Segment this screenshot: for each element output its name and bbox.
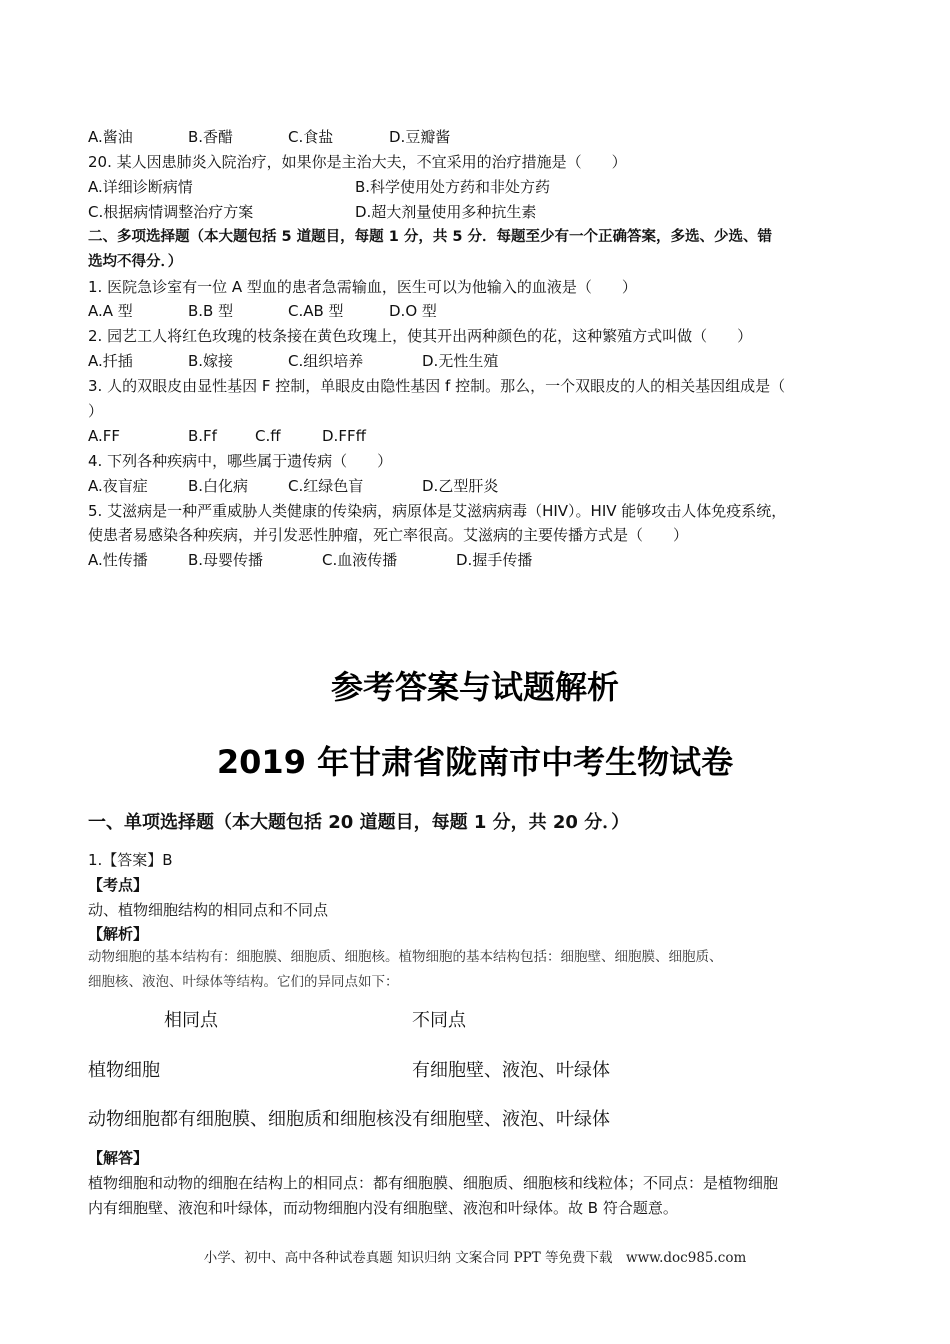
jiexi-text-cont: 细胞核、液泡、叶绿体等结构。它们的异同点如下： (88, 974, 399, 990)
s2-q4-option-b: B.白化病 (188, 477, 249, 495)
exam-title: 2019 年甘肃省陇南市中考生物试卷 (216, 743, 734, 781)
section2-heading-cont: 选均不得分．） (88, 254, 183, 270)
s2-q4-option-d: D.乙型肝炎 (422, 477, 499, 495)
table-col-same: 相同点 (164, 1010, 218, 1031)
jieda-text-cont: 内有细胞壁、液泡和叶绿体，而动物细胞内没有细胞壁、液泡和叶绿体。故 B 符合题意。 (88, 1199, 678, 1217)
footer: 小学、初中、高中各种试卷真题 知识归纳 文案合同 PPT 等免费下载 www.doc985.com (203, 1250, 747, 1266)
s2-q2-option-c: C.组织培养 (288, 352, 364, 370)
s2-q1-stem: 1. 医院急诊室有一位 A 型血的患者急需输血，医生可以为他输入的血液是（ ） (88, 278, 637, 296)
s2-q2-option-b: B.嫁接 (188, 352, 234, 370)
s2-q5-option-c: C.血液传播 (322, 551, 398, 569)
s2-q3-option-a: A.FF (88, 427, 121, 445)
s2-q5-option-a: A.性传播 (88, 551, 148, 569)
table-col-diff: 不同点 (412, 1010, 466, 1031)
q20-stem: 20. 某人因患肺炎入院治疗，如果你是主治大夫，不宜采用的治疗措施是（ ） (88, 153, 627, 171)
answers-title: 参考答案与试题解析 (330, 668, 619, 706)
s2-q3-option-d: D.FFff (322, 427, 366, 445)
s2-q2-stem: 2. 园艺工人将红色玫瑰的枝条接在黄色玫瑰上，使其开出两种颜色的花，这种繁殖方式叫做（ ） (88, 327, 753, 345)
jieda-text: 植物细胞和动物的细胞在结构上的相同点：都有细胞膜、细胞质、细胞核和线粒体；不同点：是植物细胞 (88, 1174, 779, 1192)
s2-q3-stem-cont: ） (88, 402, 104, 420)
s2-q3-option-c: C.ff (255, 427, 281, 445)
q19-option-d: D.豆瓣酱 (389, 128, 451, 146)
q19-option-a: A.酱油 (88, 128, 133, 146)
table-plant-label: 植物细胞 (88, 1060, 160, 1081)
s2-q4-option-c: C.红绿色盲 (288, 477, 364, 495)
s2-q5-stem: 5. 艾滋病是一种严重威胁人类健康的传染病，病原体是艾滋病病毒（HIV）。HIV 能够攻击人体免疫系统， (88, 502, 787, 520)
kaodian-label: 【考点】 (88, 876, 149, 894)
s2-q4-stem: 4. 下列各种疾病中，哪些属于遗传病（ ） (88, 452, 393, 470)
table-animal-row: 动物细胞都有细胞膜、细胞质和细胞核没有细胞壁、液泡、叶绿体 (88, 1109, 610, 1130)
answer1-label: 1.【答案】B (88, 851, 173, 869)
s2-q4-option-a: A.夜盲症 (88, 477, 148, 495)
q20-option-b: B.科学使用处方药和非处方药 (355, 178, 551, 196)
q20-option-c: C.根据病情调整治疗方案 (88, 203, 254, 221)
s2-q3-option-b: B.Ff (188, 427, 217, 445)
q19-option-b: B.香醋 (188, 128, 234, 146)
q20-option-d: D.超大剂量使用多种抗生素 (355, 203, 537, 221)
q19-option-c: C.食盐 (288, 128, 334, 146)
s2-q2-option-a: A.扦插 (88, 352, 133, 370)
section1-heading: 一、单项选择题（本大题包括 20 道题目，每题 1 分，共 20 分．） (88, 812, 630, 833)
section2-heading: 二、多项选择题（本大题包括 5 道题目，每题 1 分，共 5 分．每题至少有一个正确答案，多选、少选、错 (88, 229, 773, 245)
s2-q5-stem-cont: 使患者易感染各种疾病，并引发恶性肿瘤，死亡率很高。艾滋病的主要传播方式是（ ） (88, 526, 689, 544)
s2-q2-option-d: D.无性生殖 (422, 352, 499, 370)
table-plant-diff: 有细胞壁、液泡、叶绿体 (412, 1060, 610, 1081)
s2-q1-option-d: D.O 型 (389, 302, 437, 320)
jieda-label: 【解答】 (88, 1149, 149, 1167)
q20-option-a: A.详细诊断病情 (88, 178, 193, 196)
s2-q5-option-b: B.母婴传播 (188, 551, 264, 569)
s2-q1-option-b: B.B 型 (188, 302, 234, 320)
s2-q3-stem: 3. 人的双眼皮由显性基因 F 控制，单眼皮由隐性基因 f 控制。那么，一个双眼皮的人的相关基因组成是（ (88, 377, 786, 395)
kaodian-text: 动、植物细胞结构的相同点和不同点 (88, 901, 329, 919)
jiexi-text: 动物细胞的基本结构有：细胞膜、细胞质、细胞核。植物细胞的基本结构包括：细胞壁、细胞膜、细胞质、 (88, 949, 723, 965)
jiexi-label: 【解析】 (88, 925, 149, 943)
s2-q1-option-a: A.A 型 (88, 302, 133, 320)
s2-q1-option-c: C.AB 型 (288, 302, 344, 320)
s2-q5-option-d: D.握手传播 (456, 551, 533, 569)
